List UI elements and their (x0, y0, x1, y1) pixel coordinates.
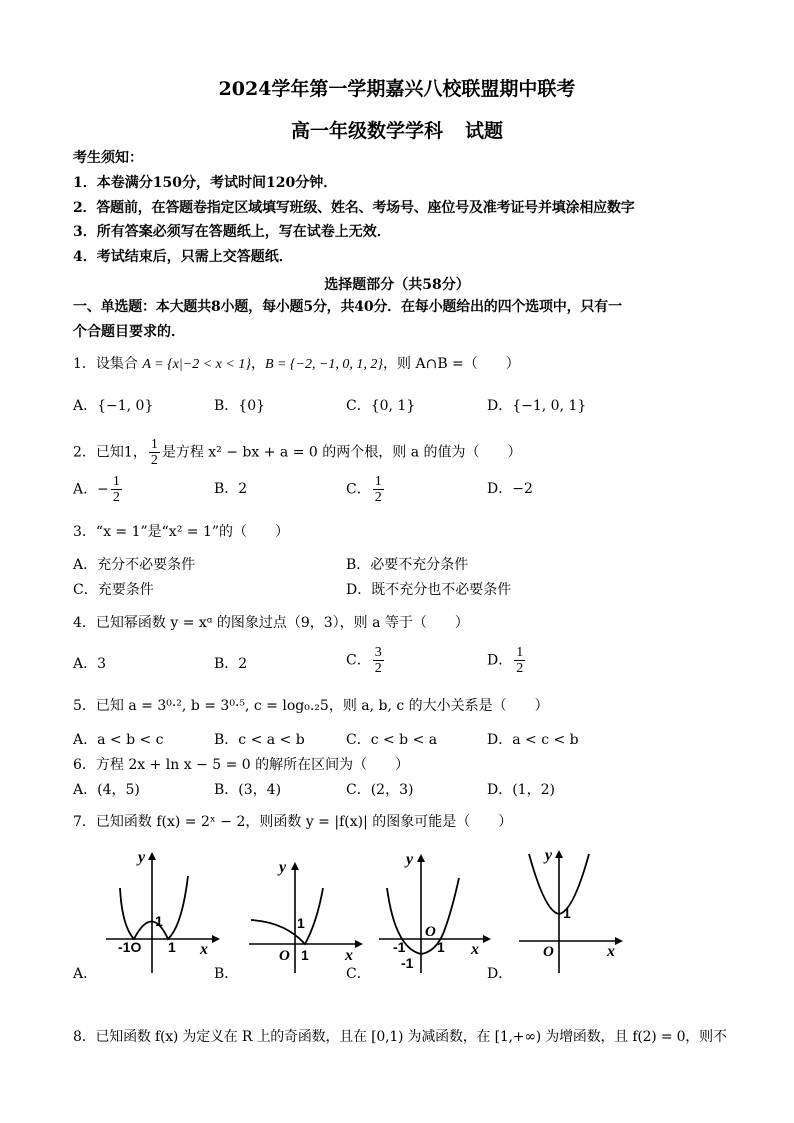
subtitle-type: 试题 (465, 120, 504, 142)
q6-option-c: C．(2，3) (346, 782, 414, 798)
subtitle-subject: 高一年级数学学科 (290, 120, 443, 142)
origin-label: O (543, 944, 554, 960)
graph-d (515, 848, 635, 978)
question-2: 2．已知1， $\frac{1}{2}$ 是方程 x² − bx + a = 0 的两个根，则 a 的值为（ ） (73, 437, 522, 468)
question-5: 5．已知 a = 3⁰·², b = 3⁰·⁵, c = log₀.₂5，则 a, b, c 的大小关系是（ ） (73, 698, 549, 714)
q1-option-a: A．{−1, 0} (73, 398, 154, 414)
graph-a (100, 848, 220, 978)
notice-item: 1．本卷满分150分，考试时间120分钟． (73, 175, 338, 191)
axis-y-label: y (138, 849, 146, 866)
graph-d-label: D． (487, 966, 513, 982)
graph-a-label: A． (73, 966, 98, 982)
question-7: 7．已知函数 f(x) = 2ˣ − 2，则函数 y = |f(x)| 的图象可能是（ ） (73, 814, 513, 830)
tick-1: 1 (168, 939, 176, 955)
q2-option-c: C． $\frac{1}{2}$ (346, 474, 382, 505)
question-1: 1．设集合 A = {x|−2 < x < 1}，B = {−2, −1, 0, 1, 2}，则 A∩B =（ ） (73, 356, 520, 372)
set-b: B = {−2, −1, 0, 1, 2} (264, 357, 384, 372)
axis-y-label: y (545, 848, 553, 864)
q2-option-a: A．− $\frac{1}{2}$ (73, 474, 120, 505)
exam-subtitle (0, 116, 794, 143)
q1-option-c: C．{0, 1} (346, 398, 416, 414)
origin-label: O (425, 924, 436, 940)
q2-option-d: D．−2 (487, 481, 533, 497)
section-title: 选择题部分（共58分） (324, 277, 470, 293)
exam-title: 2024学年第一学期嘉兴八校联盟期中联考 (218, 78, 576, 100)
q4-option-b: B．2 (214, 656, 248, 672)
q2-option-b: B．2 (214, 481, 248, 497)
tick-1-y: 1 (297, 915, 305, 931)
q4-option-c: C． $\frac{3}{2}$ (346, 645, 382, 676)
notice-heading: 考生须知： (73, 150, 143, 166)
q3-option-d: D．既不充分也不必要条件 (346, 582, 512, 598)
graph-c-label: C． (346, 966, 371, 982)
origin-label: O (279, 948, 290, 964)
tick-1: 1 (437, 939, 445, 955)
question-8: 8．已知函数 f(x) 为定义在 R 上的奇函数，且在 [0,1) 为减函数，在 [1,+∞) 为增函数，且 f(2) = 0，则不 (73, 1029, 727, 1045)
question-6: 6．方程 2x + ln x − 5 = 0 的解所在区间为（ ） (73, 757, 410, 773)
tick-neg1-origin: -1O (118, 939, 142, 955)
q6-option-d: D．(1，2) (487, 782, 555, 798)
axis-y-label: y (406, 851, 414, 868)
q5-option-b: B．c < a < b (214, 732, 305, 748)
q6-option-b: B．(3，4) (214, 782, 282, 798)
tick-neg1-y: -1 (401, 955, 414, 971)
tick-1-y: 1 (563, 905, 571, 921)
part-instructions: 一、单选题：本大题共8小题，每小题5分，共40分．在每小题给出的四个选项中，只有一 (73, 299, 622, 315)
q5-option-a: A．a < b < c (73, 732, 164, 748)
q4-option-d: D． $\frac{1}{2}$ (487, 645, 524, 676)
q3-option-a: A．充分不必要条件 (73, 557, 196, 573)
axis-y-label: y (279, 859, 287, 876)
q6-option-a: A．(4，5) (73, 782, 140, 798)
tick-1: 1 (301, 947, 309, 963)
graph-c (375, 848, 495, 978)
axis-x-label: x (200, 941, 208, 958)
notice-item: 2．答题前，在答题卷指定区域填写班级、姓名、考场号、座位号及准考证号并填涂相应数字 (73, 200, 635, 216)
q3-option-c: C．充要条件 (73, 582, 154, 598)
notice-item: 3．所有答案必须写在答题纸上，写在试卷上无效． (73, 224, 391, 240)
notice-item: 4．考试结束后，只需上交答题纸． (73, 249, 293, 265)
q4-option-a: A．3 (73, 656, 107, 672)
tick-1-y: 1 (155, 913, 163, 929)
set-a: A = {x|−2 < x < 1} (142, 357, 251, 372)
fraction: $\frac{1}{2}$ (150, 437, 158, 468)
graph-b (245, 848, 365, 978)
question-4: 4．已知幂函数 y = xᵅ 的图象过点（9，3），则 a 等于（ ） (73, 615, 469, 631)
tick-neg1: -1 (393, 939, 406, 955)
axis-x-label: x (345, 947, 353, 964)
q5-option-d: D．a < c < b (487, 732, 579, 748)
q3-option-b: B．必要不充分条件 (346, 557, 469, 573)
part-instructions-cont: 个合题目要求的． (73, 324, 185, 340)
graph-b-label: B． (214, 966, 239, 982)
axis-x-label: x (471, 941, 479, 958)
q5-option-c: C．c < b < a (346, 732, 438, 748)
question-3: 3．“x = 1”是“x² = 1”的（ ） (73, 524, 290, 540)
q1-option-b: B．{0} (214, 398, 266, 414)
axis-x-label: x (607, 943, 615, 960)
q1-option-d: D．{−1, 0, 1} (487, 398, 587, 414)
